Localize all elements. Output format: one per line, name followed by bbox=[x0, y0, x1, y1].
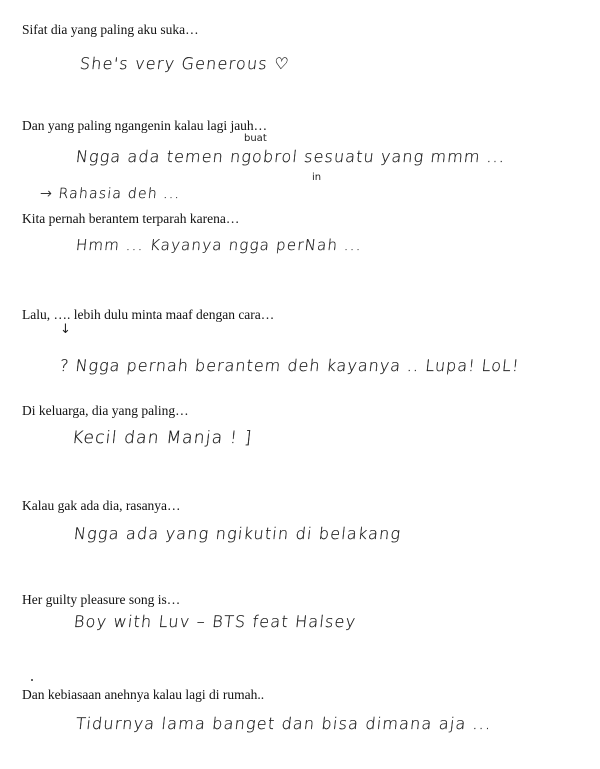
answer-4: ? Ngga pernah berantem deh kayanya .. Lupa! LoL! bbox=[59, 356, 521, 375]
question-5: Di keluarga, dia yang paling… bbox=[22, 403, 189, 418]
answer-7: Boy with Luv – BTS feat Halsey bbox=[73, 612, 358, 631]
answer-4-mark: ↓ bbox=[60, 322, 71, 337]
question-4: Lalu, …. lebih dulu minta maaf dengan cara… bbox=[22, 307, 275, 322]
answer-3: Hmm ... Kayanya ngga perNah ... bbox=[75, 236, 364, 254]
answer-5: Kecil dan Manja ! ] bbox=[70, 428, 254, 448]
answer-2-insert-in: in bbox=[312, 172, 322, 183]
question-7: Her guilty pleasure song is… bbox=[22, 592, 181, 607]
answer-2-line-2: → Rahasia deh ... bbox=[39, 186, 182, 202]
answer-1: She's very Generous ♡ bbox=[79, 54, 291, 73]
question-6: Kalau gak ada dia, rasanya… bbox=[22, 498, 181, 513]
answer-2-insert-buat: buat bbox=[244, 133, 267, 144]
question-8: Dan kebiasaan anehnya kalau lagi di rumah.. bbox=[22, 687, 265, 702]
stray-mark bbox=[31, 679, 33, 681]
question-2: Dan yang paling ngangenin kalau lagi jauh… bbox=[22, 118, 268, 133]
question-1: Sifat dia yang paling aku suka… bbox=[22, 22, 199, 37]
question-3: Kita pernah berantem terparah karena… bbox=[22, 211, 240, 226]
answer-2-line-1: Ngga ada temen ngobrol sesuatu yang mmm ... bbox=[75, 147, 507, 166]
answer-6: Ngga ada yang ngikutin di belakang bbox=[73, 524, 403, 543]
answer-8: Tidurnya lama banget dan bisa dimana aja ... bbox=[75, 714, 493, 733]
